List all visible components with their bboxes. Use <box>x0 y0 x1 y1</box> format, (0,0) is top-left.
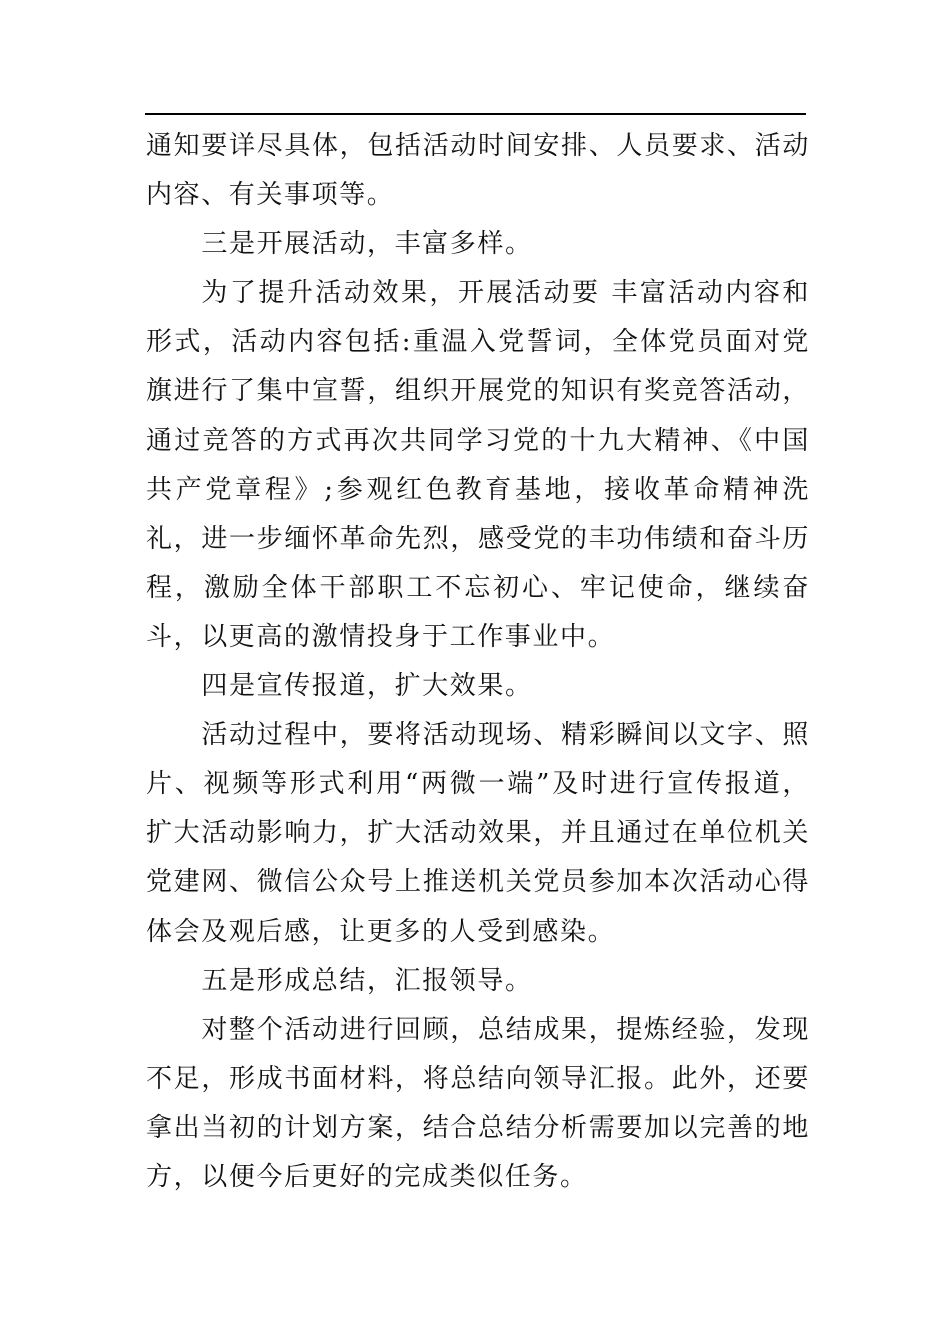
document-body <box>146 122 810 1202</box>
paragraph-continuation: 通知要详尽具体，包括活动时间安排、人员要求、活动内容、有关事项等。 <box>146 131 810 211</box>
paragraph-summary: 对整个活动进行回顾，总结成果，提炼经验，发现不足，形成书面材料，将总结向领导汇报。此外，还要拿出当初的计划方案，结合总结分析需要加以完善的地方，以便今后更好的完成类似任务。 <box>146 1014 810 1192</box>
section-heading-four: 四是宣传报道，扩大效果。 <box>201 671 533 702</box>
header-rule <box>145 113 806 115</box>
section-heading-three: 三是开展活动，丰富多样。 <box>201 229 533 260</box>
paragraph-activities: 为了提升活动效果，开展活动要 丰富活动内容和形式，活动内容包括:重温入党誓词，全体党员面对党旗进行了集中宣誓，组织开展党的知识有奖竞答活动，通过竞答的方式再次共同学习党的十九大精神、《中国共产党章程》;参观红色教育基地，接收革命精神洗礼，进一步缅怀革命先烈，感受党的丰功伟绩和奋斗历程，激励全体干部职工不忘初心、牢记使命，继续奋斗，以更高的激情投身于工作事业中。 <box>146 278 810 652</box>
section-heading-five: 五是形成总结，汇报领导。 <box>201 965 533 996</box>
paragraph-publicity: 活动过程中，要将活动现场、精彩瞬间以文字、照片、视频等形式利用“两微一端”及时进行宣传报道，扩大活动影响力，扩大活动效果，并且通过在单位机关党建网、微信公众号上推送机关党员参加本次活动心得体会及观后感，让更多的人受到感染。 <box>146 720 810 947</box>
